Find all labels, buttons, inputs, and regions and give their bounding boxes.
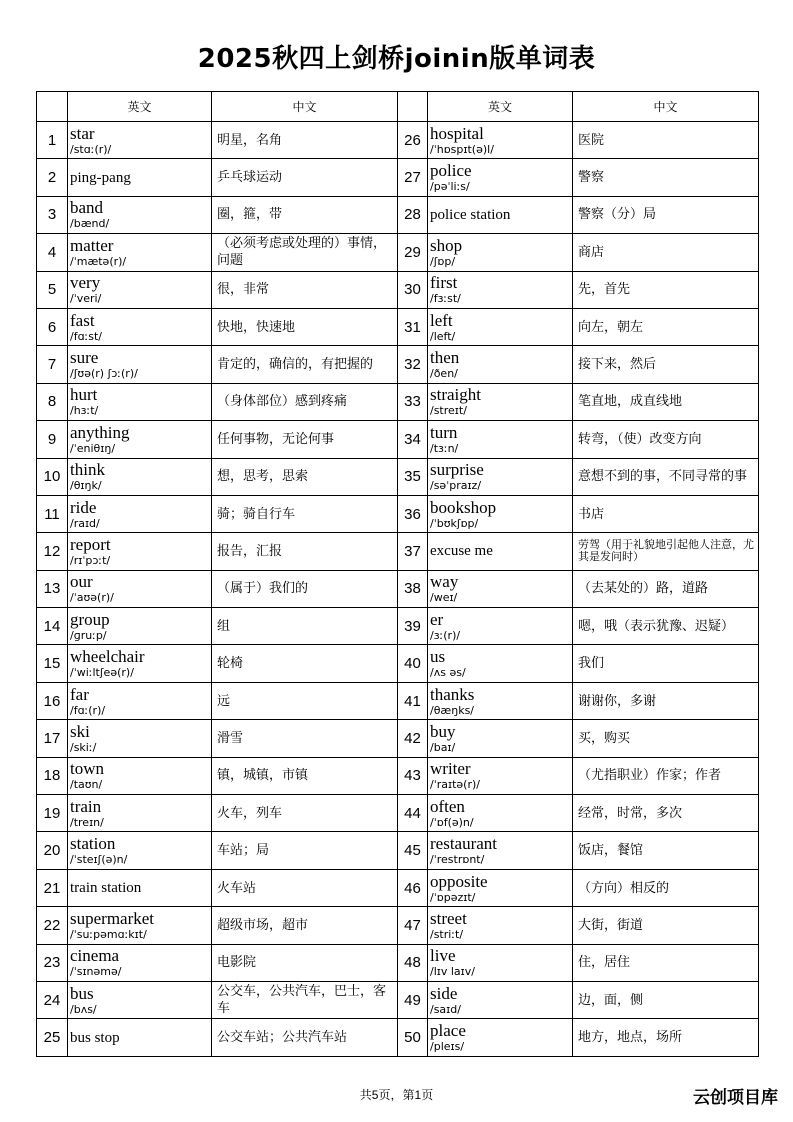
english-word: left bbox=[430, 310, 453, 330]
entry-number: 21 bbox=[37, 869, 68, 906]
table-row bbox=[37, 1019, 759, 1056]
phonetic: /rɪˈpɔːt/ bbox=[70, 553, 111, 567]
entry-number: 27 bbox=[398, 159, 428, 196]
phonetic: /ˈeniθɪŋ/ bbox=[70, 441, 116, 455]
phonetic: /lɪv laɪv/ bbox=[430, 965, 475, 979]
english-word: excuse me bbox=[430, 543, 493, 560]
chinese-meaning: 买，购买 bbox=[573, 720, 759, 757]
table-row bbox=[37, 682, 759, 719]
english-cell bbox=[428, 608, 573, 645]
entry-number: 38 bbox=[398, 570, 428, 607]
english-cell bbox=[428, 832, 573, 869]
entry-number: 13 bbox=[37, 570, 68, 607]
chinese-meaning: 书店 bbox=[573, 495, 759, 532]
english-cell bbox=[68, 495, 212, 532]
english-cell bbox=[68, 907, 212, 944]
entry-number: 39 bbox=[398, 608, 428, 645]
english-word: side bbox=[430, 983, 458, 1003]
phonetic: /ˈrestrɒnt/ bbox=[430, 853, 485, 867]
phonetic: /ʃʊə(r) ʃɔː(r)/ bbox=[70, 367, 138, 381]
vocabulary-table bbox=[36, 91, 759, 1057]
phonetic: /fɑː(r)/ bbox=[70, 703, 106, 717]
table-row bbox=[37, 234, 759, 271]
chinese-meaning: 火车站 bbox=[212, 869, 398, 906]
entry-number: 24 bbox=[37, 981, 68, 1018]
table-row bbox=[37, 122, 759, 159]
english-word: star bbox=[70, 123, 95, 143]
english-word: station bbox=[70, 834, 116, 854]
chinese-meaning: 嗯，哦（表示犹豫、迟疑） bbox=[573, 608, 759, 645]
english-cell bbox=[428, 346, 573, 383]
english-word: shop bbox=[430, 235, 463, 255]
english-word: fast bbox=[70, 310, 95, 330]
chinese-meaning: 我们 bbox=[573, 645, 759, 682]
entry-number: 14 bbox=[37, 608, 68, 645]
english-word: way bbox=[430, 572, 459, 592]
chinese-meaning: 商店 bbox=[573, 234, 759, 271]
table-row bbox=[37, 495, 759, 532]
phonetic: /ðen/ bbox=[430, 367, 458, 381]
english-cell bbox=[68, 682, 212, 719]
phonetic: /ˈmætə(r)/ bbox=[70, 254, 127, 268]
entry-number: 49 bbox=[398, 981, 428, 1018]
footer-mid: 页，第 bbox=[378, 1088, 415, 1102]
english-cell bbox=[428, 122, 573, 159]
chinese-meaning: 接下来，然后 bbox=[573, 346, 759, 383]
entry-number: 28 bbox=[398, 196, 428, 233]
entry-number: 12 bbox=[37, 533, 68, 570]
header-chinese-left: 中文 bbox=[212, 92, 398, 122]
phonetic: /ˈɒpəzɪt/ bbox=[430, 890, 476, 904]
english-word: sure bbox=[70, 348, 99, 368]
phonetic: /ˈraɪtə(r)/ bbox=[430, 778, 480, 792]
english-word: band bbox=[70, 198, 104, 218]
entry-number: 35 bbox=[398, 458, 428, 495]
chinese-meaning: （属于）我们的 bbox=[212, 570, 398, 607]
english-cell bbox=[428, 645, 573, 682]
english-cell bbox=[428, 495, 573, 532]
entry-number: 23 bbox=[37, 944, 68, 981]
phonetic: /ʌs əs/ bbox=[430, 666, 466, 680]
chinese-meaning: 饭店，餐馆 bbox=[573, 832, 759, 869]
english-cell bbox=[428, 907, 573, 944]
chinese-meaning: 转弯，（使）改变方向 bbox=[573, 421, 759, 458]
chinese-meaning: 很，非常 bbox=[212, 271, 398, 308]
table-row bbox=[37, 907, 759, 944]
chinese-meaning: 警察 bbox=[573, 159, 759, 196]
footer-current-page: 1 bbox=[414, 1088, 422, 1102]
chinese-meaning: 公交车，公共汽车，巴士，客车 bbox=[212, 981, 398, 1018]
english-cell bbox=[68, 944, 212, 981]
english-word: supermarket bbox=[70, 908, 155, 928]
chinese-meaning: 报告，汇报 bbox=[212, 533, 398, 570]
entry-number: 47 bbox=[398, 907, 428, 944]
chinese-meaning: 滑雪 bbox=[212, 720, 398, 757]
page-title: 2025秋四上剑桥joinin版单词表 bbox=[197, 44, 596, 74]
phonetic: /ˈbʊkʃɒp/ bbox=[430, 516, 479, 530]
entry-number: 20 bbox=[37, 832, 68, 869]
phonetic: /stɑː(r)/ bbox=[70, 142, 112, 156]
chinese-meaning: （方向）相反的 bbox=[573, 869, 759, 906]
english-word: ski bbox=[70, 721, 90, 741]
chinese-meaning: 公交车站；公共汽车站 bbox=[212, 1019, 398, 1056]
english-word: our bbox=[70, 572, 93, 592]
english-cell bbox=[68, 234, 212, 271]
entry-number: 18 bbox=[37, 757, 68, 794]
header-chinese-right: 中文 bbox=[573, 92, 759, 122]
entry-number: 45 bbox=[398, 832, 428, 869]
english-word: restaurant bbox=[430, 834, 498, 854]
header-english-left: 英文 bbox=[68, 92, 212, 122]
english-word: bookshop bbox=[430, 497, 497, 517]
phonetic: /pleɪs/ bbox=[430, 1040, 465, 1054]
entry-number: 15 bbox=[37, 645, 68, 682]
english-word: ping-pang bbox=[70, 169, 131, 186]
chinese-meaning: 骑；骑自行车 bbox=[212, 495, 398, 532]
phonetic: /skiː/ bbox=[70, 740, 97, 754]
chinese-meaning: 先，首先 bbox=[573, 271, 759, 308]
english-cell bbox=[428, 533, 573, 570]
english-word: bus stop bbox=[70, 1029, 120, 1046]
chinese-meaning: 明星，名角 bbox=[212, 122, 398, 159]
english-cell bbox=[68, 795, 212, 832]
english-cell bbox=[68, 122, 212, 159]
entry-number: 32 bbox=[398, 346, 428, 383]
english-cell bbox=[428, 757, 573, 794]
table-row bbox=[37, 458, 759, 495]
chinese-meaning: 想，思考，思索 bbox=[212, 458, 398, 495]
phonetic: /striːt/ bbox=[430, 927, 464, 941]
chinese-meaning: 任何事物，无论何事 bbox=[212, 421, 398, 458]
table-row bbox=[37, 944, 759, 981]
english-cell bbox=[68, 159, 212, 196]
table-row bbox=[37, 832, 759, 869]
english-word: group bbox=[70, 609, 110, 629]
phonetic: /streɪt/ bbox=[430, 404, 467, 418]
english-word: wheelchair bbox=[70, 647, 145, 667]
entry-number: 22 bbox=[37, 907, 68, 944]
chinese-meaning: 镇，城镇，市镇 bbox=[212, 757, 398, 794]
chinese-meaning: （尤指职业）作家；作者 bbox=[573, 757, 759, 794]
entry-number: 7 bbox=[37, 346, 68, 383]
table-row bbox=[37, 608, 759, 645]
english-cell bbox=[68, 1019, 212, 1056]
chinese-meaning: 组 bbox=[212, 608, 398, 645]
entry-number: 8 bbox=[37, 383, 68, 420]
phonetic: /ɜː(r)/ bbox=[430, 628, 461, 642]
phonetic: /ɡruːp/ bbox=[70, 628, 107, 642]
english-word: matter bbox=[70, 235, 114, 255]
english-cell bbox=[68, 458, 212, 495]
chinese-meaning: 笔直地，成直线地 bbox=[573, 383, 759, 420]
chinese-meaning: 经常，时常，多次 bbox=[573, 795, 759, 832]
english-word: police bbox=[430, 161, 472, 181]
chinese-meaning: （去某处的）路，道路 bbox=[573, 570, 759, 607]
header-num-right bbox=[398, 92, 428, 122]
english-cell bbox=[428, 944, 573, 981]
entry-number: 29 bbox=[398, 234, 428, 271]
phonetic: /ˈwiːltʃeə(r)/ bbox=[70, 666, 134, 680]
entry-number: 19 bbox=[37, 795, 68, 832]
english-cell bbox=[68, 570, 212, 607]
english-cell bbox=[428, 196, 573, 233]
chinese-meaning: 车站；局 bbox=[212, 832, 398, 869]
chinese-meaning: 警察（分）局 bbox=[573, 196, 759, 233]
table-row bbox=[37, 570, 759, 607]
english-cell bbox=[428, 869, 573, 906]
phonetic: /tɜːn/ bbox=[430, 441, 459, 455]
entry-number: 11 bbox=[37, 495, 68, 532]
entry-number: 4 bbox=[37, 234, 68, 271]
chinese-meaning: 快地，快速地 bbox=[212, 308, 398, 345]
footer-post: 页 bbox=[421, 1088, 434, 1102]
table-row bbox=[37, 159, 759, 196]
table-row bbox=[37, 533, 759, 570]
english-cell bbox=[428, 308, 573, 345]
phonetic: /ˈsteɪʃ(ə)n/ bbox=[70, 853, 128, 867]
english-cell bbox=[428, 421, 573, 458]
entry-number: 50 bbox=[398, 1019, 428, 1056]
english-cell bbox=[68, 645, 212, 682]
english-word: anything bbox=[70, 422, 130, 442]
english-cell bbox=[428, 234, 573, 271]
page-footer bbox=[0, 1086, 793, 1103]
footer-total-pages: 5 bbox=[371, 1088, 379, 1102]
english-word: er bbox=[430, 609, 444, 629]
phonetic: /baɪ/ bbox=[430, 740, 456, 754]
phonetic: /səˈpraɪz/ bbox=[430, 479, 482, 493]
header-num-left bbox=[37, 92, 68, 122]
english-word: train bbox=[70, 796, 102, 816]
english-word: bus bbox=[70, 983, 94, 1003]
table-row bbox=[37, 346, 759, 383]
table-row bbox=[37, 757, 759, 794]
english-word: writer bbox=[430, 759, 471, 779]
phonetic: /ˈhɒspɪt(ə)l/ bbox=[430, 142, 494, 156]
chinese-meaning: 乒乓球运动 bbox=[212, 159, 398, 196]
table-row bbox=[37, 196, 759, 233]
entry-number: 30 bbox=[398, 271, 428, 308]
phonetic: /ˈveri/ bbox=[70, 292, 102, 306]
english-word: train station bbox=[70, 880, 142, 896]
english-cell bbox=[428, 383, 573, 420]
phonetic: /fɑːst/ bbox=[70, 329, 103, 343]
table-row bbox=[37, 869, 759, 906]
phonetic: /taʊn/ bbox=[70, 778, 103, 792]
entry-number: 6 bbox=[37, 308, 68, 345]
table-row bbox=[37, 421, 759, 458]
english-cell bbox=[68, 308, 212, 345]
phonetic: /ˈsɪnəmə/ bbox=[70, 965, 122, 979]
english-cell bbox=[68, 346, 212, 383]
phonetic: /θɪŋk/ bbox=[70, 479, 102, 493]
english-cell bbox=[68, 757, 212, 794]
english-word: report bbox=[70, 534, 111, 554]
english-word: us bbox=[430, 647, 446, 667]
phonetic: /ˈaʊə(r)/ bbox=[70, 591, 114, 605]
chinese-meaning: 电影院 bbox=[212, 944, 398, 981]
entry-number: 43 bbox=[398, 757, 428, 794]
chinese-meaning: 意想不到的事，不同寻常的事 bbox=[573, 458, 759, 495]
table-row bbox=[37, 795, 759, 832]
english-word: town bbox=[70, 759, 104, 779]
english-cell bbox=[68, 271, 212, 308]
entry-number: 36 bbox=[398, 495, 428, 532]
phonetic: /θæŋks/ bbox=[430, 703, 475, 717]
english-word: hospital bbox=[430, 123, 484, 143]
english-cell bbox=[68, 869, 212, 906]
entry-number: 46 bbox=[398, 869, 428, 906]
english-cell bbox=[68, 720, 212, 757]
english-cell bbox=[428, 458, 573, 495]
english-word: police station bbox=[430, 206, 511, 223]
entry-number: 37 bbox=[398, 533, 428, 570]
english-word: cinema bbox=[70, 946, 120, 966]
header-english-right: 英文 bbox=[428, 92, 573, 122]
english-word: opposite bbox=[430, 871, 488, 891]
phonetic: /ˈɒf(ə)n/ bbox=[430, 815, 474, 829]
english-cell bbox=[68, 196, 212, 233]
english-cell bbox=[428, 682, 573, 719]
english-cell bbox=[68, 981, 212, 1018]
entry-number: 48 bbox=[398, 944, 428, 981]
entry-number: 34 bbox=[398, 421, 428, 458]
table-row bbox=[37, 645, 759, 682]
entry-number: 33 bbox=[398, 383, 428, 420]
entry-number: 2 bbox=[37, 159, 68, 196]
english-word: then bbox=[430, 348, 460, 368]
chinese-meaning: 圈，箍，带 bbox=[212, 196, 398, 233]
english-cell bbox=[68, 533, 212, 570]
english-cell bbox=[428, 159, 573, 196]
english-cell bbox=[428, 720, 573, 757]
english-cell bbox=[68, 421, 212, 458]
entry-number: 25 bbox=[37, 1019, 68, 1056]
entry-number: 40 bbox=[398, 645, 428, 682]
chinese-meaning: （必须考虑或处理的）事情，问题 bbox=[212, 234, 398, 271]
phonetic: /bænd/ bbox=[70, 217, 110, 231]
entry-number: 10 bbox=[37, 458, 68, 495]
english-word: street bbox=[430, 908, 467, 928]
chinese-meaning: 大街，街道 bbox=[573, 907, 759, 944]
entry-number: 16 bbox=[37, 682, 68, 719]
english-cell bbox=[68, 608, 212, 645]
table-row bbox=[37, 981, 759, 1018]
english-cell bbox=[428, 981, 573, 1018]
english-cell bbox=[428, 570, 573, 607]
english-word: far bbox=[70, 684, 89, 704]
chinese-meaning: 向左，朝左 bbox=[573, 308, 759, 345]
phonetic: /left/ bbox=[430, 329, 456, 343]
phonetic: /ʃɒp/ bbox=[430, 254, 456, 268]
phonetic: /bʌs/ bbox=[70, 1002, 97, 1016]
english-word: ride bbox=[70, 497, 97, 517]
footer-pre: 共 bbox=[359, 1088, 372, 1102]
chinese-meaning: 住，居住 bbox=[573, 944, 759, 981]
english-word: often bbox=[430, 796, 465, 816]
chinese-meaning: 边，面，侧 bbox=[573, 981, 759, 1018]
english-word: place bbox=[430, 1021, 466, 1041]
phonetic: /fɜːst/ bbox=[430, 292, 461, 306]
phonetic: /ˈsuːpəmɑːkɪt/ bbox=[70, 927, 147, 941]
chinese-meaning: 远 bbox=[212, 682, 398, 719]
chinese-meaning: 轮椅 bbox=[212, 645, 398, 682]
entry-number: 44 bbox=[398, 795, 428, 832]
english-cell bbox=[68, 383, 212, 420]
english-cell bbox=[68, 832, 212, 869]
chinese-meaning: 医院 bbox=[573, 122, 759, 159]
brand-watermark: 云创项目库 bbox=[693, 1088, 778, 1108]
chinese-meaning: （身体部位）感到疼痛 bbox=[212, 383, 398, 420]
chinese-meaning: 超级市场，超市 bbox=[212, 907, 398, 944]
phonetic: /saɪd/ bbox=[430, 1002, 461, 1016]
entry-number: 42 bbox=[398, 720, 428, 757]
chinese-meaning: 肯定的，确信的，有把握的 bbox=[212, 346, 398, 383]
english-word: turn bbox=[430, 422, 458, 442]
phonetic: /weɪ/ bbox=[430, 591, 458, 605]
english-word: hurt bbox=[70, 385, 98, 405]
entry-number: 26 bbox=[398, 122, 428, 159]
english-cell bbox=[428, 1019, 573, 1056]
english-cell bbox=[428, 795, 573, 832]
english-word: first bbox=[430, 273, 458, 293]
english-word: surprise bbox=[430, 460, 484, 480]
english-word: thanks bbox=[430, 684, 475, 704]
entry-number: 5 bbox=[37, 271, 68, 308]
phonetic: /raɪd/ bbox=[70, 516, 100, 530]
table-row bbox=[37, 271, 759, 308]
table-row bbox=[37, 383, 759, 420]
chinese-meaning: 火车，列车 bbox=[212, 795, 398, 832]
english-word: live bbox=[430, 946, 456, 966]
english-word: buy bbox=[430, 721, 456, 741]
entry-number: 31 bbox=[398, 308, 428, 345]
english-word: very bbox=[70, 273, 101, 293]
phonetic: /hɜːt/ bbox=[70, 404, 99, 418]
table-header-row bbox=[37, 92, 759, 122]
chinese-meaning: 谢谢你，多谢 bbox=[573, 682, 759, 719]
english-word: straight bbox=[430, 385, 481, 405]
table-row bbox=[37, 720, 759, 757]
chinese-meaning: 劳驾（用于礼貌地引起他人注意，尤其是发问时） bbox=[573, 533, 759, 570]
english-cell bbox=[428, 271, 573, 308]
entry-number: 17 bbox=[37, 720, 68, 757]
entry-number: 3 bbox=[37, 196, 68, 233]
phonetic: /treɪn/ bbox=[70, 815, 104, 829]
entry-number: 41 bbox=[398, 682, 428, 719]
entry-number: 1 bbox=[37, 122, 68, 159]
english-word: think bbox=[70, 460, 105, 480]
chinese-meaning: 地方，地点，场所 bbox=[573, 1019, 759, 1056]
table-row bbox=[37, 308, 759, 345]
entry-number: 9 bbox=[37, 421, 68, 458]
phonetic: /pəˈliːs/ bbox=[430, 180, 470, 194]
